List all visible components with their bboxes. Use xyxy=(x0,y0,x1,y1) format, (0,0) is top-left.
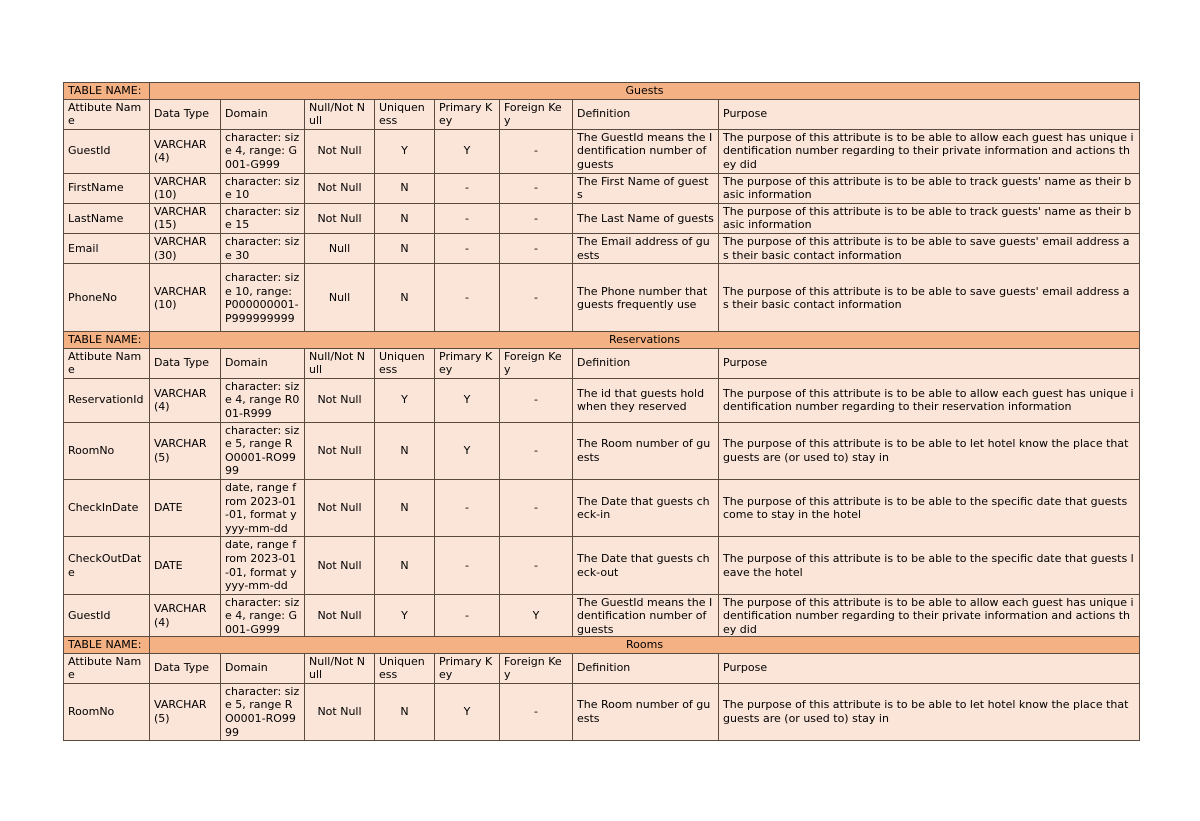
table-row xyxy=(64,594,1140,638)
table-cell: - xyxy=(435,203,500,233)
table-cell: GuestId xyxy=(64,594,150,638)
table-cell: N xyxy=(375,233,435,263)
table-cell: Not Null xyxy=(305,422,375,479)
table-cell: - xyxy=(435,173,500,203)
table-cell: - xyxy=(500,173,573,203)
table-title-row xyxy=(64,637,1140,654)
table-cell: ReservationId xyxy=(64,378,150,422)
table-cell: - xyxy=(500,683,573,740)
table-cell: Null xyxy=(305,264,375,333)
table-cell: date, range from 2023-01-01, format yyyy-mm-dd xyxy=(221,479,305,536)
table-cell: Y xyxy=(375,594,435,638)
table-cell: - xyxy=(435,264,500,333)
table-cell: VARCHAR(4) xyxy=(150,378,221,422)
table-cell: The id that guests hold when they reserved xyxy=(573,378,719,422)
table-cell: Not Null xyxy=(305,173,375,203)
table-cell: DATE xyxy=(150,479,221,536)
table-cell: The purpose of this attribute is to be able to the specific date that guests leave the hotel xyxy=(719,537,1140,594)
table-cell: The purpose of this attribute is to be able to save guests' email address as their basic contact information xyxy=(719,233,1140,263)
table-cell: The GuestId means the Identification number of guests xyxy=(573,129,719,173)
table-cell: - xyxy=(500,264,573,333)
table-cell: Y xyxy=(435,683,500,740)
table-cell: Not Null xyxy=(305,537,375,594)
table-cell: N xyxy=(375,537,435,594)
table-cell: Not Null xyxy=(305,203,375,233)
table-cell: Not Null xyxy=(305,479,375,536)
table-name: Reservations xyxy=(150,332,1140,349)
column-header: Null/Not Null xyxy=(305,99,375,129)
table-cell: VARCHAR(5) xyxy=(150,422,221,479)
table-cell: VARCHAR(30) xyxy=(150,233,221,263)
column-header: Definition xyxy=(573,99,719,129)
table-row xyxy=(64,683,1140,740)
table-cell: CheckOutDate xyxy=(64,537,150,594)
column-header: Attibute Name xyxy=(64,348,150,378)
table-cell: - xyxy=(500,537,573,594)
table-cell: - xyxy=(500,129,573,173)
table-cell: RoomNo xyxy=(64,422,150,479)
table-row xyxy=(64,378,1140,422)
table-name-label: TABLE NAME: xyxy=(64,332,150,349)
table-row xyxy=(64,233,1140,263)
column-header: Uniqueness xyxy=(375,348,435,378)
table-cell: - xyxy=(500,422,573,479)
table-cell: Not Null xyxy=(305,594,375,638)
column-header: Data Type xyxy=(150,348,221,378)
table-cell: N xyxy=(375,683,435,740)
column-header: Primary Key xyxy=(435,348,500,378)
table-cell: - xyxy=(500,479,573,536)
table-name-label: TABLE NAME: xyxy=(64,637,150,654)
table-cell: GuestId xyxy=(64,129,150,173)
table-cell: The purpose of this attribute is to be able to track guests' name as their basic information xyxy=(719,173,1140,203)
table-cell: - xyxy=(500,378,573,422)
table-cell: The purpose of this attribute is to be able to allow each guest has unique identification number regarding to their reservation information xyxy=(719,378,1140,422)
table-cell: - xyxy=(500,203,573,233)
table-row xyxy=(64,264,1140,333)
column-header: Foreign Key xyxy=(500,99,573,129)
table-cell: The purpose of this attribute is to be able to track guests' name as their basic information xyxy=(719,203,1140,233)
table-title-row xyxy=(64,83,1140,100)
table-cell: N xyxy=(375,479,435,536)
table-cell: - xyxy=(435,594,500,638)
table-cell: CheckInDate xyxy=(64,479,150,536)
table-cell: The purpose of this attribute is to be able to save guests' email address as their basic contact information xyxy=(719,264,1140,333)
table-cell: VARCHAR(15) xyxy=(150,203,221,233)
table-cell: DATE xyxy=(150,537,221,594)
column-header: Data Type xyxy=(150,99,221,129)
column-header: Attibute Name xyxy=(64,99,150,129)
table-cell: character: size 10, range: P000000001-P999999999 xyxy=(221,264,305,333)
table-cell: N xyxy=(375,203,435,233)
table-cell: character: size 5, range RO0001-RO9999 xyxy=(221,683,305,740)
table-cell: date, range from 2023-01-01, format yyyy-mm-dd xyxy=(221,537,305,594)
table-cell: Y xyxy=(375,129,435,173)
column-header: Purpose xyxy=(719,653,1140,683)
table-name: Rooms xyxy=(150,637,1140,654)
header-row xyxy=(64,653,1140,683)
table-cell: - xyxy=(435,537,500,594)
table-cell: LastName xyxy=(64,203,150,233)
table-cell: Email xyxy=(64,233,150,263)
table-name: Guests xyxy=(150,83,1140,100)
table-name-label: TABLE NAME: xyxy=(64,83,150,100)
table-cell: VARCHAR(10) xyxy=(150,173,221,203)
column-header: Data Type xyxy=(150,653,221,683)
table-row xyxy=(64,173,1140,203)
table-cell: N xyxy=(375,422,435,479)
table-cell: N xyxy=(375,173,435,203)
table-cell: VARCHAR(4) xyxy=(150,594,221,638)
table-cell: The GuestId means the Identification number of guests xyxy=(573,594,719,638)
column-header: Null/Not Null xyxy=(305,653,375,683)
table-row xyxy=(64,479,1140,536)
table-cell: The purpose of this attribute is to be able to allow each guest has unique identification number regarding to their private information and actions they did xyxy=(719,594,1140,638)
table-cell: character: size 4, range: G001-G999 xyxy=(221,594,305,638)
table-cell: character: size 4, range: G001-G999 xyxy=(221,129,305,173)
table-cell: Not Null xyxy=(305,683,375,740)
table-cell: character: size 5, range RO0001-RO9999 xyxy=(221,422,305,479)
table-title-row xyxy=(64,332,1140,349)
table-cell: Y xyxy=(435,378,500,422)
table-cell: RoomNo xyxy=(64,683,150,740)
table-cell: The Room number of guests xyxy=(573,683,719,740)
column-header: Purpose xyxy=(719,348,1140,378)
column-header: Definition xyxy=(573,653,719,683)
table-cell: The purpose of this attribute is to be able to the specific date that guests come to stay in the hotel xyxy=(719,479,1140,536)
table-cell: Null xyxy=(305,233,375,263)
header-row xyxy=(64,348,1140,378)
table-cell: character: size 30 xyxy=(221,233,305,263)
table-cell: VARCHAR(5) xyxy=(150,683,221,740)
column-header: Foreign Key xyxy=(500,653,573,683)
table-cell: - xyxy=(500,233,573,263)
table-cell: The Date that guests check-out xyxy=(573,537,719,594)
table-row xyxy=(64,537,1140,594)
table-row xyxy=(64,129,1140,173)
header-row xyxy=(64,99,1140,129)
table-cell: The purpose of this attribute is to be able to let hotel know the place that guests are (or used to) stay in xyxy=(719,683,1140,740)
table-cell: The Room number of guests xyxy=(573,422,719,479)
column-header: Foreign Key xyxy=(500,348,573,378)
rooms-table xyxy=(63,636,1140,741)
table-cell: FirstName xyxy=(64,173,150,203)
table-cell: N xyxy=(375,264,435,333)
table-cell: VARCHAR(4) xyxy=(150,129,221,173)
column-header: Domain xyxy=(221,653,305,683)
column-header: Definition xyxy=(573,348,719,378)
table-cell: character: size 10 xyxy=(221,173,305,203)
table-row xyxy=(64,203,1140,233)
table-cell: Y xyxy=(500,594,573,638)
reservations-table xyxy=(63,331,1140,638)
table-cell: PhoneNo xyxy=(64,264,150,333)
table-cell: - xyxy=(435,233,500,263)
column-header: Primary Key xyxy=(435,99,500,129)
column-header: Domain xyxy=(221,348,305,378)
table-cell: The purpose of this attribute is to be able to allow each guest has unique identification number regarding to their private information and actions they did xyxy=(719,129,1140,173)
table-cell: The First Name of guests xyxy=(573,173,719,203)
table-cell: - xyxy=(435,479,500,536)
table-cell: Not Null xyxy=(305,129,375,173)
table-cell: character: size 4, range R001-R999 xyxy=(221,378,305,422)
table-cell: character: size 15 xyxy=(221,203,305,233)
table-cell: Not Null xyxy=(305,378,375,422)
table-cell: The Last Name of guests xyxy=(573,203,719,233)
column-header: Attibute Name xyxy=(64,653,150,683)
table-cell: VARCHAR(10) xyxy=(150,264,221,333)
table-cell: The Email address of guests xyxy=(573,233,719,263)
table-cell: Y xyxy=(435,129,500,173)
column-header: Uniqueness xyxy=(375,99,435,129)
column-header: Purpose xyxy=(719,99,1140,129)
column-header: Primary Key xyxy=(435,653,500,683)
table-row xyxy=(64,422,1140,479)
table-cell: Y xyxy=(435,422,500,479)
column-header: Uniqueness xyxy=(375,653,435,683)
column-header: Null/Not Null xyxy=(305,348,375,378)
table-cell: The Date that guests check-in xyxy=(573,479,719,536)
column-header: Domain xyxy=(221,99,305,129)
table-cell: Y xyxy=(375,378,435,422)
table-cell: The purpose of this attribute is to be able to let hotel know the place that guests are (or used to) stay in xyxy=(719,422,1140,479)
table-cell: The Phone number that guests frequently use xyxy=(573,264,719,333)
guests-table xyxy=(63,82,1140,333)
